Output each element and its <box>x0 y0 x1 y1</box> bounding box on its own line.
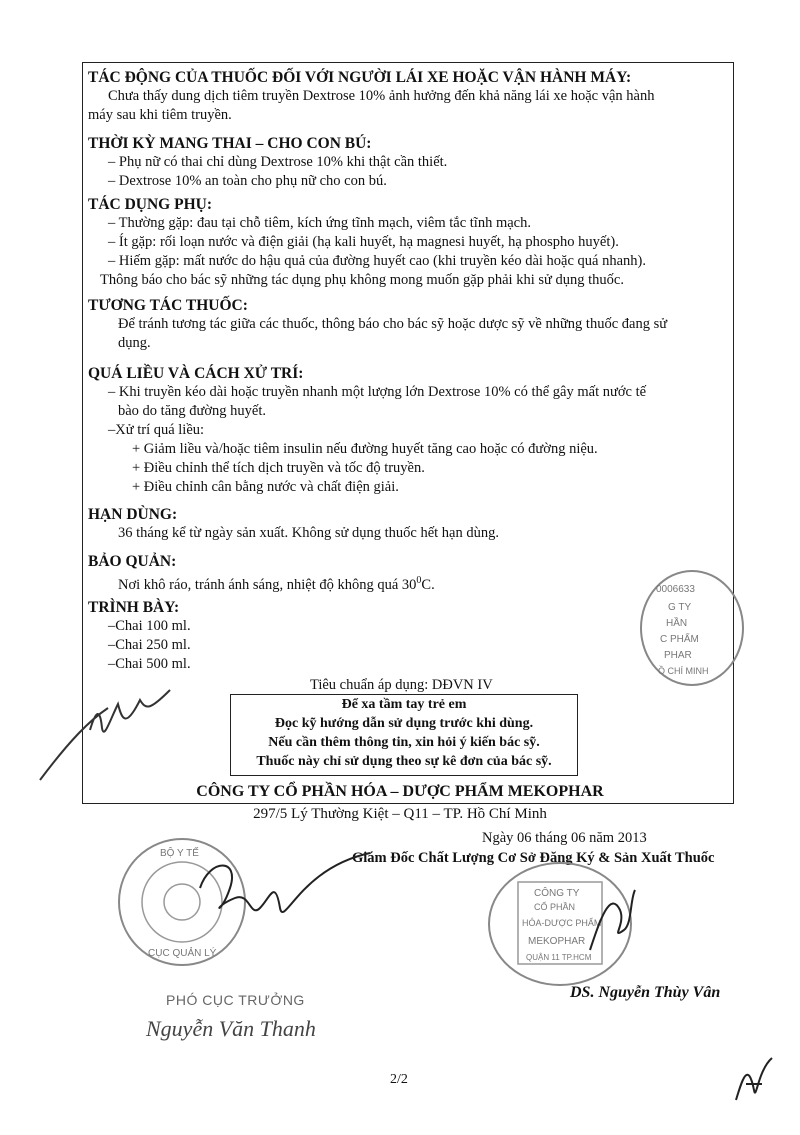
standard-line: Tiêu chuẩn áp dụng: DĐVN IV <box>310 677 493 693</box>
page-number: 2/2 <box>390 1072 408 1087</box>
overdose-text-3: –Xử trí quá liều: <box>108 422 205 438</box>
section-shelf-life <box>88 505 728 543</box>
warning-line: Nếu cần thêm thông tin, xin hỏi ý kiến bác sỹ. <box>268 735 540 750</box>
section-driving <box>88 68 728 125</box>
company-stamp-top <box>640 570 744 686</box>
stamp-text: 0006633 <box>656 584 695 595</box>
deputy-name: Nguyễn Văn Thanh <box>146 1016 316 1041</box>
signature-deputy-icon <box>180 848 380 958</box>
heading-shelf-life: HẠN DÙNG: <box>88 506 178 523</box>
stamp-text: Ồ CHÍ MINH <box>658 666 709 676</box>
list-item: + Giảm liều và/hoặc tiêm insulin nếu đường huyết tăng cao hoặc có đường niệu. <box>132 441 598 457</box>
section-side-effects <box>88 195 728 290</box>
company-address: 297/5 Lý Thường Kiệt – Q11 – TP. Hồ Chí Minh <box>253 806 547 822</box>
stamp-text: BỘ Y TẾ <box>160 848 199 859</box>
signature-left-icon <box>30 680 180 790</box>
stamp-text: HÓA-DƯỢC PHẨM <box>522 918 602 928</box>
deputy-title: PHÓ CỤC TRƯỞNG <box>166 992 305 1008</box>
list-item: – Phụ nữ có thai chỉ dùng Dextrose 10% khi thật cần thiết. <box>108 154 448 170</box>
warning-line: Để xa tầm tay trẻ em <box>341 697 467 712</box>
warning-box <box>230 694 578 776</box>
storage-text-main: Nơi khô ráo, tránh ánh sáng, nhiệt độ không quá 30 <box>118 576 417 593</box>
stamp-text: QUẬN 11 TP.HCM <box>526 953 592 962</box>
stamp-top-text <box>642 572 742 684</box>
section-presentation <box>88 598 728 674</box>
driving-text-2: máy sau khi tiêm truyền. <box>88 107 232 123</box>
list-item: –Chai 100 ml. <box>108 618 191 634</box>
heading-side-effects: TÁC DỤNG PHỤ: <box>88 196 212 213</box>
stamp-text: CÔNG TY <box>534 888 580 899</box>
heading-storage: BẢO QUẢN: <box>88 553 177 570</box>
stamp-text: C PHẨM <box>660 634 699 645</box>
heading-driving: TÁC ĐỘNG CỦA THUỐC ĐỐI VỚI NGƯỜI LÁI XE HOẶC VẬN HÀNH MÁY: <box>88 69 632 86</box>
stamp-text: MEKOPHAR <box>528 936 586 947</box>
section-overdose <box>88 364 728 497</box>
company-name: CÔNG TY CỔ PHẦN HÓA – DƯỢC PHẨM MEKOPHAR <box>196 783 604 800</box>
stamp-text: PHAR <box>664 650 692 661</box>
director-title: Giám Đốc Chất Lượng Cơ Sở Đăng Ký & Sản Xuất Thuốc <box>352 850 715 866</box>
warning-line: Thuốc này chỉ sử dụng theo sự kê đơn của bác sỹ. <box>256 754 552 769</box>
section-pregnancy <box>88 134 728 191</box>
signature-right-icon <box>580 880 640 960</box>
list-item: –Chai 500 ml. <box>108 656 191 672</box>
heading-presentation: TRÌNH BÀY: <box>88 599 180 616</box>
stamp-text: G TY <box>668 602 692 613</box>
warning-line: Đọc kỹ hướng dẫn sử dụng trước khi dùng. <box>274 716 534 731</box>
stamp-text: CỔ PHẦN <box>534 902 576 912</box>
heading-pregnancy: THỜI KỲ MANG THAI – CHO CON BÚ: <box>88 135 372 152</box>
document-date: Ngày 06 tháng 06 năm 2013 <box>482 830 647 846</box>
list-item: –Chai 250 ml. <box>108 637 191 653</box>
section-storage <box>88 552 728 595</box>
overdose-text-1: – Khi truyền kéo dài hoặc truyền nhanh một lượng lớn Dextrose 10% có thể gây mất nước tế <box>108 384 647 400</box>
shelf-life-text: 36 tháng kể từ ngày sản xuất. Không sử dụng thuốc hết hạn dùng. <box>118 525 499 541</box>
list-item: – Hiếm gặp: mất nước do hậu quả của đường huyết cao (khi truyền kéo dài hoặc quá nhanh). <box>108 253 646 269</box>
initials-icon <box>728 1050 778 1110</box>
list-item: – Ít gặp: rối loạn nước và điện giải (hạ kali huyết, hạ magnesi huyết, hạ phospho huyết). <box>108 234 619 250</box>
list-item: – Thường gặp: đau tại chỗ tiêm, kích ứng tĩnh mạch, viêm tắc tĩnh mạch. <box>108 215 531 231</box>
interactions-text-1: Để tránh tương tác giữa các thuốc, thông báo cho bác sỹ hoặc dược sỹ về những thuốc đang sử <box>118 316 668 332</box>
list-item: + Điều chỉnh thể tích dịch truyền và tốc độ truyền. <box>132 460 425 476</box>
signer-right-name: DS. Nguyễn Thùy Vân <box>570 984 721 1001</box>
interactions-text-2: dụng. <box>118 335 151 351</box>
stamp-text: CỤC QUẢN LÝ <box>148 948 217 959</box>
heading-interactions: TƯƠNG TÁC THUỐC: <box>88 297 248 314</box>
section-interactions <box>88 296 728 353</box>
stamp-text: HẦN <box>666 618 688 629</box>
heading-overdose: QUÁ LIỀU VÀ CÁCH XỬ TRÍ: <box>88 365 304 382</box>
side-effects-note: Thông báo cho bác sỹ những tác dụng phụ không mong muốn gặp phải khi sử dụng thuốc. <box>100 272 624 288</box>
overdose-text-2: bào do tăng đường huyết. <box>118 403 267 419</box>
storage-degree: 0 <box>416 575 422 586</box>
list-item: + Điều chỉnh cân bằng nước và chất điện giải. <box>132 479 399 495</box>
list-item: – Dextrose 10% an toàn cho phụ nữ cho con bú. <box>108 173 387 189</box>
driving-text-1: Chưa thấy dung dịch tiêm truyền Dextrose 10% ảnh hưởng đến khả năng lái xe hoặc vận hành <box>108 88 655 104</box>
storage-text <box>88 571 728 595</box>
storage-unit: C. <box>421 576 435 593</box>
